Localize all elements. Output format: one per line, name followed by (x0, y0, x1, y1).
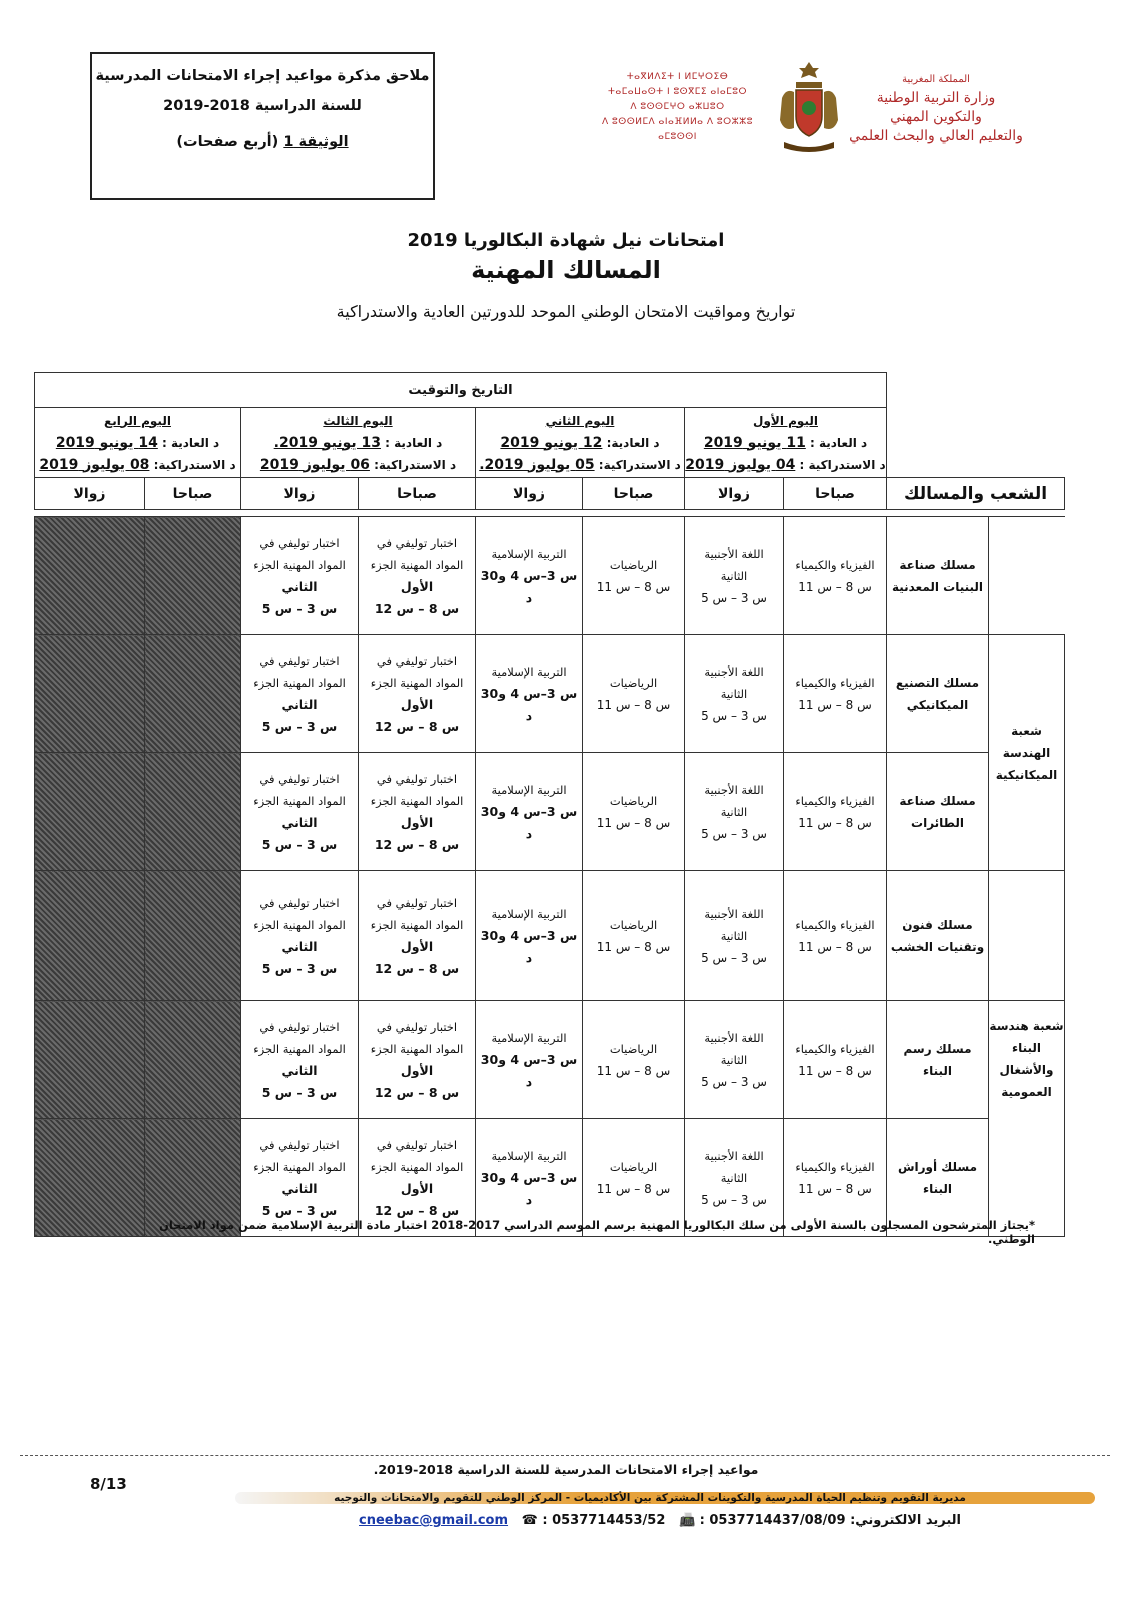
time: س 3–س 4 و30 د (480, 567, 578, 605)
hatched-cell (35, 753, 145, 871)
footer-title: مواعيد إجراء الامتحانات المدرسية للسنة الدراسية 2018-2019. (373, 1462, 759, 1477)
ministry-line: والتكوين المهني (890, 109, 982, 125)
time: س 8 – س 11 (798, 697, 872, 712)
session-afternoon: زوالا (35, 478, 145, 510)
session-morning: صباحا (359, 478, 476, 510)
subject: المواد المهنية الجزء (370, 1041, 464, 1056)
subject: اختبار توليفي في (259, 1137, 340, 1152)
track-row (35, 517, 1065, 635)
tifinagh-header (590, 70, 765, 145)
day-4-header (35, 408, 241, 478)
hatched-cell (145, 517, 241, 635)
subject: الأول (400, 578, 434, 594)
catchup-label: الاستدراكية: (374, 457, 446, 472)
ministry-line: والتعليم العالي والبحث العلمي (849, 128, 1023, 144)
exam-math (583, 517, 685, 635)
exam-language (685, 635, 784, 753)
subject: الثانية (720, 804, 748, 819)
branch-name: شعبة الهندسة الميكانيكية (989, 635, 1065, 871)
subject: الفيزياء والكيمياء (795, 793, 875, 808)
subject: الرياضيات (609, 557, 658, 572)
subject: الأول (400, 1180, 434, 1196)
subject: المواد المهنية الجزء (370, 917, 464, 932)
hatched-cell (35, 517, 145, 635)
subject: الفيزياء والكيمياء (795, 1159, 875, 1174)
schedule-table (34, 372, 1065, 1237)
email-label: البريد الالكتروني: (850, 1513, 961, 1528)
track-name: مسلك رسم البناء (887, 1001, 989, 1119)
note-line-2: للسنة الدراسية 2018-2019 (163, 98, 362, 114)
subject: المواد المهنية الجزء (253, 1159, 346, 1174)
catchup-date: 04 يوليوز 2019 (685, 456, 796, 473)
time: س 8 – س 11 (596, 815, 671, 830)
subject: التربية الإسلامية (491, 546, 567, 561)
catchup-label: الاستدراكية: (153, 457, 226, 472)
day-catchup: د الاستدراكية: 08 يوليوز 2019 (39, 456, 236, 473)
day-catchup: د الاستدراكية : 04 يوليوز 2019 (685, 456, 886, 473)
subject: المواد المهنية الجزء (370, 557, 464, 572)
time: س 8 – س 12 (374, 1202, 460, 1218)
header-date-time: التاريخ والتوقيت (35, 373, 887, 408)
spacer-row (35, 510, 1065, 517)
hatched-cell (145, 753, 241, 871)
schedule-subtitle: تواريخ ومواقيت الامتحان الوطني الموحد للدورتين العادية والاستدراكية (336, 302, 796, 321)
subject: التربية الإسلامية (491, 1148, 567, 1163)
day-normal: د العادية : 13 يونيو 2019. (273, 434, 443, 451)
subject: اختبار توليفي في (376, 535, 458, 550)
day-normal: د العادية : 11 يونيو 2019 (703, 434, 868, 451)
subject: المواد المهنية الجزء (370, 1159, 464, 1174)
subject: اللغة الأجنبية (704, 664, 764, 679)
subject: الثاني (281, 814, 318, 830)
track-name: مسلك صناعة الطائرات (887, 753, 989, 871)
time: س 3 – س 5 (261, 718, 338, 734)
note-box (90, 52, 435, 200)
day-name: اليوم الأول (753, 413, 818, 428)
normal-label: العادية : (162, 435, 209, 450)
time: س 8 – س 11 (596, 579, 671, 594)
day-catchup: د الاستدراكية: 05 يوليوز 2019. (479, 456, 681, 473)
exam-professional-2 (241, 517, 359, 635)
subject: الفيزياء والكيمياء (795, 675, 875, 690)
email-link[interactable]: cneebac@gmail.com (359, 1513, 509, 1528)
time: س 8 – س 11 (596, 1181, 671, 1196)
day-name: اليوم الثاني (545, 413, 615, 428)
subject: الثانية (720, 568, 748, 583)
time: س 8 – س 12 (374, 600, 460, 616)
day-name: اليوم الرابع (104, 413, 171, 428)
time: س 8 – س 11 (596, 1063, 671, 1078)
doc-number: الوثيقة 1 (283, 134, 349, 150)
normal-label: العادية: (606, 435, 650, 450)
catchup-date: 08 يوليوز 2019 (39, 456, 150, 473)
subject: اختبار توليفي في (259, 1019, 340, 1034)
fax-number: 📠 : 0537714437/08/09 (678, 1513, 846, 1528)
exam-professional-1 (359, 1001, 476, 1119)
exam-physics (784, 517, 887, 635)
tifinagh-line: ⴷ ⵓⵙⵙⵍⵎⴷ ⴰⵏⴰⴼⵍⵍⴰ ⴷ ⵓⵔⵣⵣⵓ ⴰⵎⵓⵙⵙⵏ (602, 117, 753, 142)
subject: اللغة الأجنبية (704, 1148, 764, 1163)
subject: الأول (400, 696, 434, 712)
subject: المواد المهنية الجزء (253, 675, 346, 690)
exam-physics (784, 753, 887, 871)
ministry-header (846, 70, 1026, 146)
session-afternoon: زوالا (241, 478, 359, 510)
subject: اللغة الأجنبية (704, 906, 764, 921)
note-line-1: ملاحق مذكرة مواعيد إجراء الامتحانات المدرسية (95, 68, 430, 84)
day-1-header (685, 408, 887, 478)
exam-language (685, 753, 784, 871)
normal-date: 14 يونيو 2019 (55, 434, 158, 451)
exam-islamic (476, 1001, 583, 1119)
time: س 3 – س 5 (701, 708, 767, 723)
subject: الثانية (720, 1052, 748, 1067)
time: س 8 – س 12 (374, 1084, 460, 1100)
time: س 8 – س 12 (374, 960, 460, 976)
phone-number: ☎ : 0537714453/52 (521, 1513, 666, 1528)
tifinagh-line: ⵜⴰⴳⵍⴷⵉⵜ ⵏ ⵍⵎⵖⵔⵉⴱ (626, 72, 729, 82)
footer-contacts (220, 1513, 1100, 1528)
subject: اختبار توليفي في (376, 771, 458, 786)
time: س 8 – س 11 (798, 579, 872, 594)
exam-professional-2 (241, 635, 359, 753)
time: س 3–س 4 و30 د (480, 1051, 578, 1089)
time: س 8 – س 11 (798, 939, 872, 954)
subject: الثانية (720, 1170, 748, 1185)
track-name: مسلك فنون وتقنيات الخشب (887, 871, 989, 1001)
exam-language (685, 871, 784, 1001)
subject: اللغة الأجنبية (704, 782, 764, 797)
exam-islamic (476, 635, 583, 753)
subject: اختبار توليفي في (259, 535, 340, 550)
track-name: مسلك التصنيع الميكانيكي (887, 635, 989, 753)
normal-date: 13 يونيو 2019. (273, 434, 381, 451)
day-normal: د العادية : 14 يونيو 2019 (55, 434, 220, 451)
track-title: المسالك المهنية (471, 256, 661, 284)
day-2-header (476, 408, 685, 478)
session-afternoon: زوالا (685, 478, 784, 510)
subject: الرياضيات (609, 675, 658, 690)
subject: الأول (400, 814, 434, 830)
subject: اختبار توليفي في (376, 653, 458, 668)
normal-date: 11 يونيو 2019 (703, 434, 806, 451)
time: س 8 – س 11 (596, 939, 671, 954)
footer-divider (20, 1455, 1110, 1456)
exam-physics (784, 635, 887, 753)
note-doc-label (92, 134, 433, 150)
exam-islamic (476, 871, 583, 1001)
exam-math (583, 871, 685, 1001)
time: س 8 – س 12 (374, 836, 460, 852)
time: س 3–س 4 و30 د (480, 685, 578, 723)
doc-pages: (أربع صفحات) (176, 134, 279, 150)
subject: المواد المهنية الجزء (253, 557, 346, 572)
time: س 8 – س 11 (798, 1181, 872, 1196)
subject: المواد المهنية الجزء (370, 793, 464, 808)
subject: اختبار توليفي في (259, 895, 340, 910)
exam-math (583, 1001, 685, 1119)
exam-professional-1 (359, 871, 476, 1001)
subject: اختبار توليفي في (376, 1019, 458, 1034)
hatched-cell (145, 635, 241, 753)
hatched-cell (35, 1001, 145, 1119)
tifinagh-line: ⴷ ⵓⵙⵙⵎⵖⵔ ⴰⵣⵡⵓⵔ (630, 102, 725, 112)
day-normal: د العادية: 12 يونيو 2019 (500, 434, 660, 451)
time: س 3 – س 5 (261, 1202, 338, 1218)
catchup-date: 05 يوليوز 2019. (479, 456, 595, 473)
subject: المواد المهنية الجزء (253, 917, 346, 932)
time: س 3–س 4 و30 د (480, 1169, 578, 1207)
exam-language (685, 1001, 784, 1119)
subject: اختبار توليفي في (376, 1137, 458, 1152)
kingdom-name: المملكة المغربية (902, 74, 970, 85)
exam-professional-1 (359, 635, 476, 753)
subject: الثاني (281, 696, 318, 712)
catchup-label: الاستدراكية : (799, 457, 876, 472)
footnote: *يجتاز المترشحون المسجلون بالسنة الأولى من سلك البكالوريا المهنية برسم الموسم الدراسي 2017-2018 اختبار مادة التربية الإسلامية ضمن مواد الامتحان الوطني. (159, 1218, 1035, 1246)
subject: الرياضيات (609, 793, 658, 808)
track-name: مسلك أوراش البناء (887, 1119, 989, 1237)
session-morning: صباحا (784, 478, 887, 510)
catchup-label: الاستدراكية: (598, 457, 671, 472)
subject: المواد المهنية الجزء (253, 1041, 346, 1056)
subject: الأول (400, 938, 434, 954)
time: س 3 – س 5 (701, 1192, 767, 1207)
session-morning: صباحا (583, 478, 685, 510)
subject: اللغة الأجنبية (704, 546, 764, 561)
time: س 3 – س 5 (701, 826, 767, 841)
day-3-header (241, 408, 476, 478)
subject: الفيزياء والكيمياء (795, 917, 875, 932)
branch-name: شعبة هندسة البناء والأشغال العمومية (989, 1001, 1065, 1237)
royal-emblem-icon (776, 58, 842, 154)
exam-islamic (476, 753, 583, 871)
day-catchup: د الاستدراكية: 06 يوليوز 2019 (259, 456, 457, 473)
exam-professional-2 (241, 1001, 359, 1119)
time: س 3–س 4 و30 د (480, 803, 578, 841)
subject: الأول (400, 1062, 434, 1078)
track-row (35, 753, 1065, 871)
subject: الفيزياء والكيمياء (795, 557, 875, 572)
subject: اللغة الأجنبية (704, 1030, 764, 1045)
hatched-cell (35, 1119, 145, 1237)
time: س 8 – س 11 (596, 697, 671, 712)
exam-math (583, 753, 685, 871)
hatched-cell (145, 871, 241, 1001)
exam-islamic (476, 517, 583, 635)
subject: اختبار توليفي في (259, 653, 340, 668)
session-morning: صباحا (145, 478, 241, 510)
time: س 8 – س 11 (798, 815, 872, 830)
subject: المواد المهنية الجزء (370, 675, 464, 690)
footer-directorate: مديرية التقويم وتنظيم الحياة المدرسية والتكوينات المشتركة بين الأكاديميات - المركز الوطني للتقويم والامتحانات والتوجيه (334, 1492, 966, 1504)
subject: المواد المهنية الجزء (253, 793, 346, 808)
time: س 3 – س 5 (261, 1084, 338, 1100)
time: س 3 – س 5 (261, 960, 338, 976)
subject: الرياضيات (609, 1159, 658, 1174)
exam-language (685, 517, 784, 635)
normal-label: العادية : (810, 435, 857, 450)
exam-physics (784, 1001, 887, 1119)
tifinagh-line: ⵜⴰⵎⴰⵡⴰⵙⵜ ⵏ ⵓⵙⴳⵎⵉ ⴰⵏⴰⵎⵓⵔ (607, 87, 747, 97)
subject: الثاني (281, 1062, 318, 1078)
branch-empty (989, 871, 1065, 1001)
time: س 3 – س 5 (261, 600, 338, 616)
subject: الرياضيات (609, 917, 658, 932)
branch-empty (989, 517, 1065, 635)
session-afternoon: زوالا (476, 478, 583, 510)
branches-tracks-header: الشعب والمسالك (887, 478, 1065, 510)
day-name: اليوم الثالث (323, 413, 393, 428)
subject: التربية الإسلامية (491, 782, 567, 797)
blank-corner (887, 373, 1065, 478)
exam-math (583, 635, 685, 753)
subject: الثانية (720, 686, 748, 701)
subject: اختبار توليفي في (259, 771, 340, 786)
time: س 8 – س 12 (374, 718, 460, 734)
exam-professional-1 (359, 517, 476, 635)
hatched-cell (35, 871, 145, 1001)
subject: التربية الإسلامية (491, 1030, 567, 1045)
exam-professional-1 (359, 753, 476, 871)
time: س 3 – س 5 (701, 1074, 767, 1089)
subject: التربية الإسلامية (491, 906, 567, 921)
exam-professional-2 (241, 753, 359, 871)
subject: التربية الإسلامية (491, 664, 567, 679)
time: س 3 – س 5 (701, 590, 767, 605)
page-number: 8/13 (90, 1475, 127, 1493)
subject: الثاني (281, 1180, 318, 1196)
subject: الرياضيات (609, 1041, 658, 1056)
time: س 3 – س 5 (701, 950, 767, 965)
track-row (35, 871, 1065, 1001)
time: س 8 – س 11 (798, 1063, 872, 1078)
normal-label: العادية : (385, 435, 432, 450)
hatched-cell (35, 635, 145, 753)
track-row (35, 635, 1065, 753)
subject: الثاني (281, 578, 318, 594)
hatched-cell (145, 1001, 241, 1119)
ministry-line: وزارة التربية الوطنية (876, 90, 996, 106)
exam-title: امتحانات نيل شهادة البكالوريا 2019 (407, 230, 725, 251)
exam-physics (784, 871, 887, 1001)
catchup-date: 06 يوليوز 2019 (259, 456, 370, 473)
track-row (35, 1001, 1065, 1119)
subject: الثانية (720, 928, 748, 943)
time: س 3 – س 5 (261, 836, 338, 852)
track-name: مسلك صناعة البنيات المعدنية (887, 517, 989, 635)
subject: الثاني (281, 938, 318, 954)
exam-professional-2 (241, 871, 359, 1001)
subject: الفيزياء والكيمياء (795, 1041, 875, 1056)
subject: اختبار توليفي في (376, 895, 458, 910)
time: س 3–س 4 و30 د (480, 927, 578, 965)
normal-date: 12 يونيو 2019 (500, 434, 603, 451)
